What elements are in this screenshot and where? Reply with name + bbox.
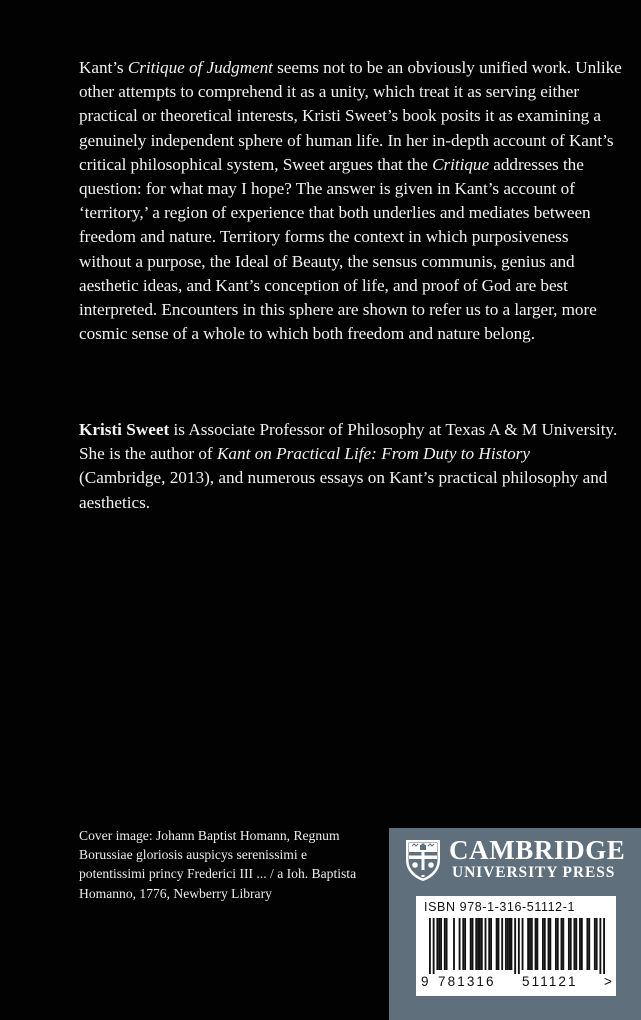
barcode-bar [444,918,446,970]
barcode-bar [579,918,581,970]
critique-title: Critique [432,154,490,174]
publisher-subname: UNIVERSITY PRESS [452,864,616,881]
barcode-bar [535,918,537,970]
credit-text: Cover image: Johann Baptist Homann, Regnum Borussiae gloriosis auspicys serenissimi e potentissimi princy Frederici III ... / a Ioh. Baptista Homanno, 1776, Newberry Library [79,828,357,901]
barcode-bar [562,918,564,970]
barcode-bar [522,918,524,970]
barcode-bar [462,918,464,970]
bio-text-start: is Associate Professor of Philosophy at Texas A & M University. She is the author of [79,420,618,464]
barcode-digits-left: 781316 [438,974,496,989]
barcode-bar [505,918,507,970]
description-paragraph [79,56,624,346]
barcode-bar [498,918,500,970]
barcode-bar [581,918,583,970]
barcode-bar [436,918,438,970]
barcode-bar [481,918,483,970]
cover-image-credit [79,826,369,903]
barcode-bar [548,918,550,970]
description-text-end: addresses the question: for what may I hope? The answer is given in Kant’s account of ‘territory,’ a region of experience that both underlies and mediates between freedom and nature. Territory forms the context in which purposiveness without a purpose, the Ideal of Beauty, the sensus communis, genius and aesthetic ideas, and Kant’s conception of life, and proof of God are best interpreted. Encounters in this sphere are shown to refer us to a larger, more cosmic sense of a whole to which both freedom and nature belong. [79,154,597,344]
publisher-name: CAMBRIDGE [449,835,626,865]
barcode-bar [544,918,546,970]
barcode-bar [549,918,551,970]
description-text-middle: seems not to be an obviously unified work. Unlike other attempts to comprehend it as a unity, which treat it as serving either practical or theoretical interests, Kristi Sweet’s book posits it as examining a genuinely independent sphere of human life. In her in-depth account of Kant’s critical philosophical system, Sweet argues that the [79,58,622,174]
barcode-bar [536,918,538,970]
barcode-bar [514,918,516,974]
barcode-bar [596,918,598,970]
barcode-bar [555,918,557,970]
barcode-bar [568,918,570,970]
barcode-bar [479,918,481,970]
barcode-bar [501,918,503,970]
barcode-bar [603,918,605,974]
barcode-bar [472,918,474,970]
barcode-bar [464,918,466,970]
barcode-bar [509,918,511,970]
barcode-digit-first: 9 [421,974,431,989]
barcode-bar [511,918,513,970]
barcode-end-mark: > [604,974,614,989]
barcode-bar [594,918,596,970]
barcode-bar [438,918,440,970]
barcode-bar [470,918,472,970]
cambridge-crest-icon [404,838,442,882]
author-name: Kristi Sweet [79,420,170,439]
barcode-bar [561,918,563,970]
barcode-bar [575,918,577,970]
barcode-bar [440,918,442,970]
book-description [79,56,624,346]
barcode-digits [416,974,616,994]
isbn-label: ISBN 978-1-316-51112-1 [424,900,576,914]
barcode-bar [477,918,479,970]
barcode-digits-right: 511121 [522,974,578,989]
barcode-bar [542,918,544,970]
barcode-bar [570,918,572,970]
barcode-bar [531,918,533,970]
barcode-bar [446,918,448,970]
bio-text-end: (Cambridge, 2013), and numerous essays on Kant’s practical philosophy and aesthetics. [79,468,608,512]
barcode-bar [459,918,461,970]
barcode-bar [490,918,492,970]
barcode-bar [574,918,576,970]
barcode-box [416,896,616,996]
work-title: Critique of Judgment [127,58,273,77]
barcode-bar [475,918,477,970]
barcode-bar [518,918,520,974]
previous-book-title: Kant on Practical Life: From Duty to History [216,444,530,464]
barcode-bar [507,918,509,970]
barcode-bar [588,918,590,970]
barcode-bar [485,918,487,970]
barcode-bar [488,918,490,970]
barcode-bar [599,918,601,974]
barcode-bars [429,918,605,974]
barcode-bar [453,918,455,970]
barcode-bar [557,918,559,970]
description-text-start: Kant’s [79,58,128,77]
barcode-bar [529,918,531,970]
barcode-bar [496,918,498,970]
barcode-bar [586,918,588,970]
barcode-bar [527,918,529,970]
author-bio [79,418,619,515]
barcode-bar [433,918,435,974]
bio-paragraph [79,418,619,515]
barcode-bar [429,918,431,974]
